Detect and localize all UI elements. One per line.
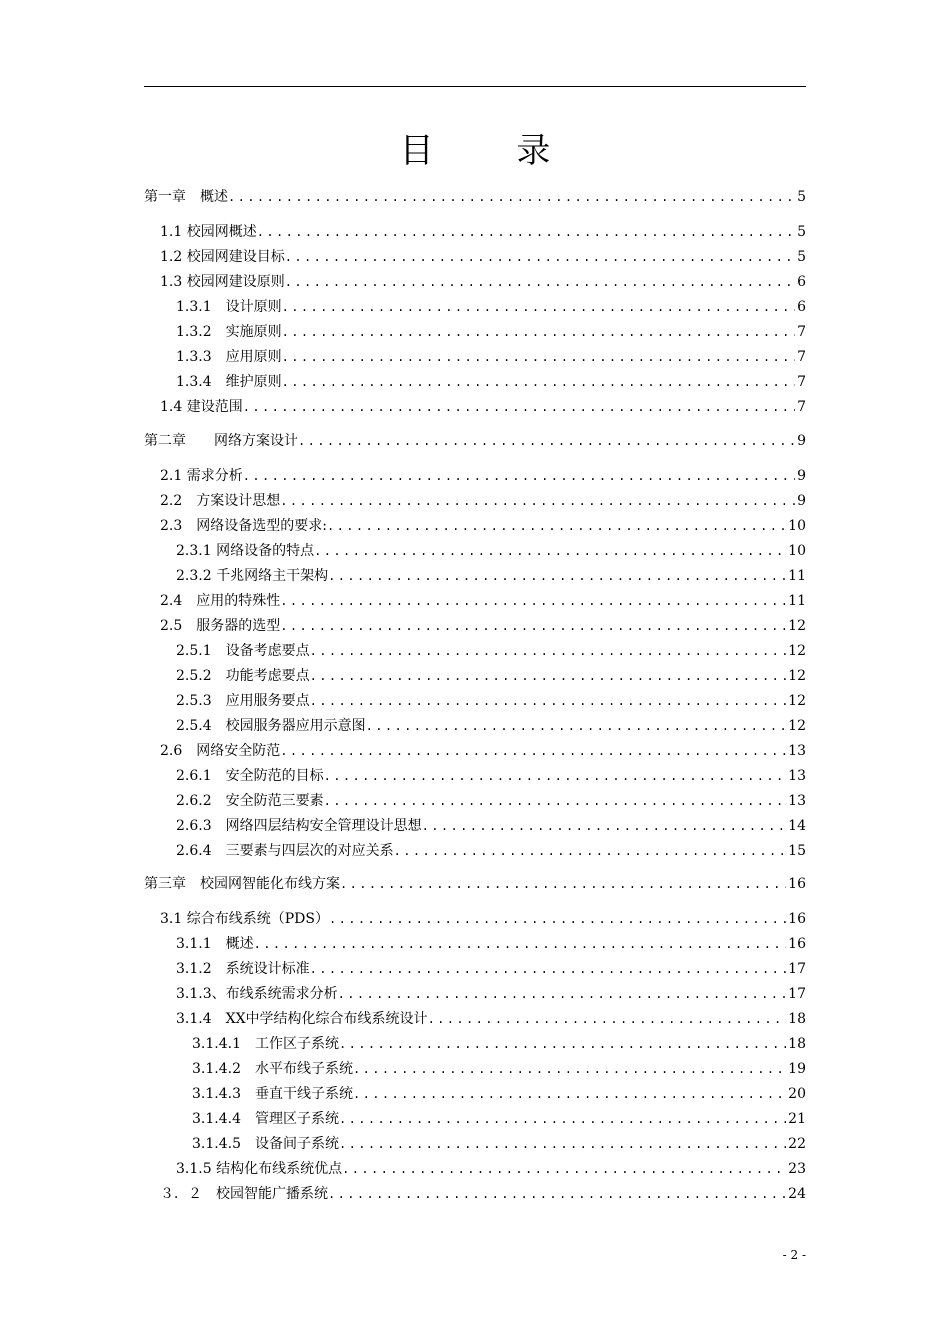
toc-entry-page: 7 [797,399,806,415]
toc-entry[interactable] [176,766,806,786]
toc-entry-page: 20 [788,1086,806,1102]
toc-leader-dots [327,516,786,536]
toc-entry[interactable] [176,716,806,736]
toc-entry-label: 3.1.2 系统设计标准 [176,961,310,977]
toc-leader-dots [243,466,795,486]
toc-entry-label: 1.3.3 应用原则 [176,349,282,365]
toc-entry-label: 1.2 校园网建设目标 [160,249,285,265]
toc-entry[interactable] [176,1159,806,1179]
toc-entry-page: 18 [788,1036,806,1052]
toc-entry[interactable] [160,591,806,611]
toc-entry-page: 13 [788,768,806,784]
toc-entry-label: 2.3.2 千兆网络主干架构 [176,568,329,584]
toc-entry[interactable] [160,616,806,636]
toc-entry[interactable] [144,431,806,451]
toc-leader-dots [282,322,795,342]
toc-leader-dots [282,347,795,367]
toc-entry-page: 7 [797,324,806,340]
toc-entry-page: 12 [788,618,806,634]
toc-entry-label: 3.1.3、布线系统需求分析 [176,986,338,1002]
toc-entry[interactable] [176,791,806,811]
toc-entry-label: 1.3.4 维护原则 [176,374,282,390]
toc-entry-page: 5 [797,224,806,240]
toc-leader-dots [353,1084,786,1104]
toc-leader-dots [254,934,787,954]
toc-leader-dots [298,431,795,451]
toc-entry-page: 14 [788,818,806,834]
toc-leader-dots [310,691,787,711]
toc-entry[interactable] [176,691,806,711]
toc-entry-label: 2.5 服务器的选型 [160,618,281,634]
toc-entry[interactable] [176,297,806,317]
toc-leader-dots [310,959,787,979]
toc-entry[interactable] [176,372,806,392]
toc-entry-page: 9 [797,493,806,509]
toc-leader-dots [339,1034,786,1054]
toc-leader-dots [257,222,795,242]
toc-leader-dots [314,541,786,561]
toc-entry[interactable] [192,1109,806,1129]
toc-entry-label: 2.2 方案设计思想 [160,493,281,509]
toc-entry-label: 1.3.2 实施原则 [176,324,282,340]
toc-entry-label: 2.6.1 安全防范的目标 [176,768,324,784]
toc-entry[interactable] [160,466,806,486]
toc-leader-dots [280,741,786,761]
toc-entry-label: 1.4 建设范围 [160,399,243,415]
toc-entry-page: 18 [788,1011,806,1027]
toc-entry[interactable] [144,874,806,894]
toc-leader-dots [285,247,795,267]
toc-entry-page: 6 [797,299,806,315]
toc-entry[interactable] [160,397,806,417]
toc-leader-dots [280,591,786,611]
toc-entry-page: 16 [788,911,806,927]
toc-entry-page: 12 [788,668,806,684]
toc-entry[interactable] [176,816,806,836]
toc-leader-dots [394,841,787,861]
toc-leader-dots [243,397,795,417]
toc-entry-label: 3.1.5 结构化布线系统优点 [176,1161,343,1177]
toc-entry-label: 2.6 网络安全防范 [160,743,281,759]
toc-entry-label: 3.1.1 概述 [176,936,254,952]
toc-entry[interactable] [176,322,806,342]
toc-entry-page: 24 [788,1186,806,1202]
toc-leader-dots [282,372,795,392]
toc-leader-dots [366,716,787,736]
toc-leader-dots [353,1059,786,1079]
toc-entry[interactable] [160,1184,806,1204]
toc-entry-label: 第二章 网络方案设计 [144,433,298,449]
toc-entry[interactable] [160,741,806,761]
toc-entry-page: 13 [788,793,806,809]
toc-entry-label: 2.5.2 功能考虑要点 [176,668,310,684]
toc-entry-label: 2.6.4 三要素与四层次的对应关系 [176,843,394,859]
toc-entry-label: 2.5.1 设备考虑要点 [176,643,310,659]
toc-entry[interactable] [176,641,806,661]
toc-entry-label: 第三章 校园网智能化布线方案 [144,876,340,892]
toc-leader-dots [228,187,795,207]
header-rule [144,86,806,87]
toc-entry[interactable] [160,909,806,929]
toc-entry[interactable] [176,934,806,954]
toc-entry-page: 10 [788,543,806,559]
toc-entry-label: 2.3 网络设备选型的要求: [160,518,327,534]
toc-entry-page: 19 [788,1061,806,1077]
toc-entry-label: 3.1 综合布线系统（PDS） [160,911,329,927]
toc-entry-page: 16 [788,936,806,952]
page-title: 目 录 [399,131,587,171]
toc-entry-page: 9 [797,468,806,484]
toc-leader-dots [339,1134,786,1154]
toc-entry-page: 11 [788,593,806,609]
toc-entry[interactable] [160,516,806,536]
toc-entry-label: 1.3 校园网建设原则 [160,274,285,290]
toc-entry-page: 10 [788,518,806,534]
toc-entry[interactable] [160,222,806,242]
toc-entry-page: 12 [788,693,806,709]
toc-leader-dots [328,1184,786,1204]
toc-entry[interactable] [144,187,806,207]
toc-entry[interactable] [176,347,806,367]
toc-entry-page: 7 [797,374,806,390]
toc-entry[interactable] [160,272,806,292]
toc-leader-dots [338,984,787,1004]
toc-entry-label: 2.1 需求分析 [160,468,243,484]
toc-entry-label: 1.3.1 设计原则 [176,299,282,315]
toc-entry[interactable] [192,1084,806,1104]
toc-entry-page: 7 [797,349,806,365]
toc-leader-dots [285,272,795,292]
toc-entry-page: 22 [788,1136,806,1152]
toc-entry-label: 第一章 概述 [144,189,228,205]
toc-leader-dots [329,909,786,929]
toc-entry-label: 3.1.4 XX中学结构化综合布线系统设计 [176,1011,428,1027]
toc-entry[interactable] [176,566,806,586]
toc-leader-dots [282,297,795,317]
toc-entry-page: 12 [788,718,806,734]
toc-entry[interactable] [192,1059,806,1079]
toc-entry-label: 1.1 校园网概述 [160,224,257,240]
toc-leader-dots [324,766,787,786]
toc-entry-label: 3.1.4.1 工作区子系统 [192,1036,339,1052]
toc-entry-page: 17 [788,961,806,977]
toc-entry-label: 2.4 应用的特殊性 [160,593,281,609]
toc-entry-page: 16 [788,876,806,892]
toc-leader-dots [310,641,787,661]
toc-entry-page: 12 [788,643,806,659]
toc-entry[interactable] [160,491,806,511]
toc-leader-dots [339,1109,786,1129]
toc-entry[interactable] [176,959,806,979]
toc-entry-label: 2.3.1 网络设备的特点 [176,543,315,559]
toc-leader-dots [328,566,786,586]
toc-entry-page: 15 [788,843,806,859]
toc-entry[interactable] [176,1009,806,1029]
toc-leader-dots [310,666,787,686]
toc-entry-page: 11 [788,568,806,584]
toc-entry-page: 13 [788,743,806,759]
toc-entry[interactable] [192,1134,806,1154]
toc-entry[interactable] [160,247,806,267]
toc-entry-label: 3.1.4.5 设备间子系统 [192,1136,339,1152]
toc-entry-label: 2.5.4 校园服务器应用示意图 [176,718,366,734]
toc-leader-dots [342,1159,786,1179]
toc-entry[interactable] [176,541,806,561]
toc-entry[interactable] [176,666,806,686]
toc-entry-page: 21 [788,1111,806,1127]
toc-entry-page: 6 [797,274,806,290]
toc-leader-dots [422,816,787,836]
toc-entry-label: 3.1.4.2 水平布线子系统 [192,1061,353,1077]
toc-entry-page: 23 [788,1161,806,1177]
toc-leader-dots [340,874,786,894]
toc-entry-page: 5 [797,249,806,265]
toc-entry-label: 2.5.3 应用服务要点 [176,693,310,709]
toc-entry[interactable] [176,841,806,861]
toc-entry[interactable] [176,984,806,1004]
toc-entry-label: 2.6.2 安全防范三要素 [176,793,324,809]
toc-leader-dots [324,791,787,811]
toc-entry-page: 9 [797,433,806,449]
page-number: - 2 - [782,1248,806,1262]
toc-entry[interactable] [192,1034,806,1054]
toc-entry-page: 5 [797,189,806,205]
toc-entry-label: 3.1.4.4 管理区子系统 [192,1111,339,1127]
toc-entry-page: 17 [788,986,806,1002]
toc-entry-label: 2.6.3 网络四层结构安全管理设计思想 [176,818,422,834]
toc-entry-label: ３．２ 校园智能广播系统 [160,1186,328,1202]
toc-leader-dots [280,491,795,511]
toc-entry-label: 3.1.4.3 垂直干线子系统 [192,1086,353,1102]
toc-leader-dots [428,1009,787,1029]
toc-leader-dots [280,616,786,636]
